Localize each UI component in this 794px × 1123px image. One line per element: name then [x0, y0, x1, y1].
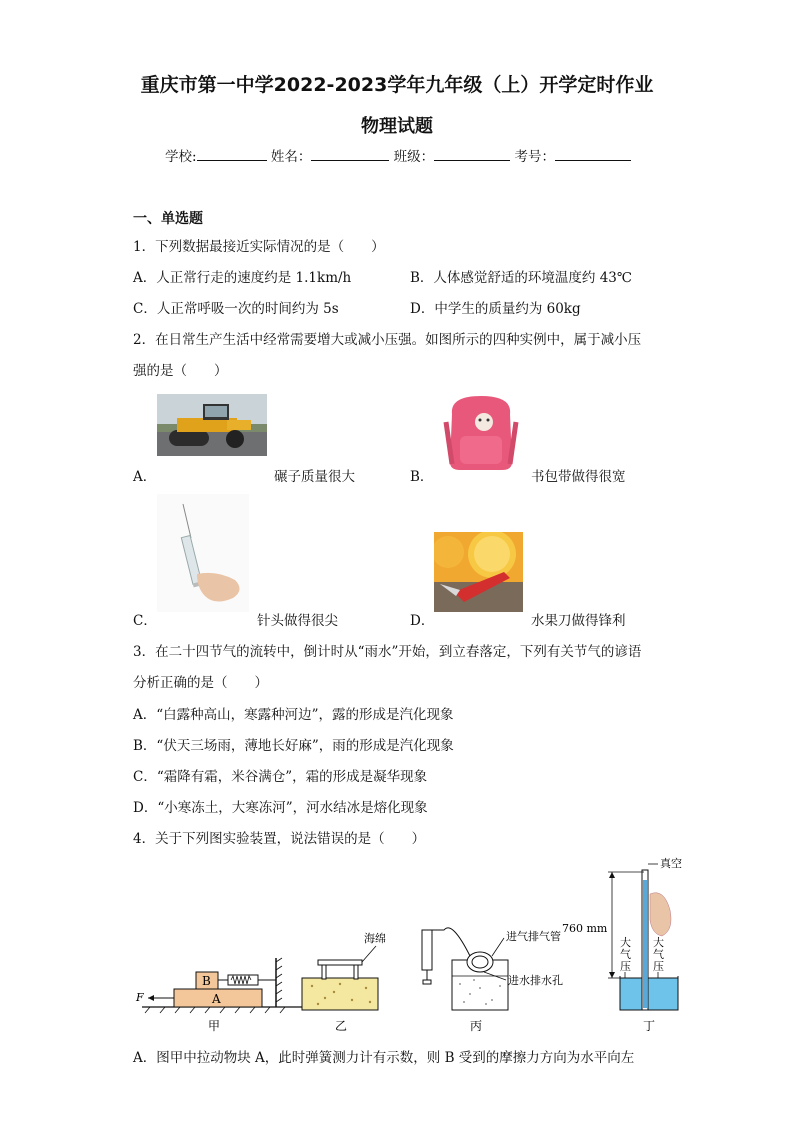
figure-ding: [562, 856, 682, 1033]
label-yi: 乙: [335, 1019, 348, 1033]
road-roller-image: [157, 394, 267, 456]
block-b-label: B: [202, 974, 211, 988]
school-label: 学校:: [165, 149, 197, 165]
q2-stem-line2: 强的是（ ）: [133, 363, 228, 379]
atm-right-char1: 大: [653, 936, 664, 949]
q2-option-d-text: 水果刀做得锋利: [531, 613, 626, 629]
class-label: 班级：: [393, 149, 435, 165]
q2-option-b-letter: B．: [410, 469, 434, 485]
q3-option-c: C．“霜降有霜，米谷满仓”，霜的形成是凝华现象: [133, 769, 428, 785]
q4-experiment-figures: [130, 850, 690, 1036]
figure-yi: [302, 931, 386, 1033]
school-blank[interactable]: [197, 146, 267, 161]
inlet-pipe-label: 进气排气管: [506, 930, 561, 943]
name-blank[interactable]: [311, 146, 389, 161]
number-label: 考号：: [514, 149, 555, 165]
student-info-line: [165, 145, 631, 165]
exam-title: 重庆市第一中学2022-2023学年九年级（上）开学定时作业: [140, 74, 654, 96]
atm-left-char3: 压: [620, 960, 631, 973]
q1-option-c: C．人正常呼吸一次的时间约为 5s: [133, 301, 339, 317]
q2-option-c-text: 针头做得很尖: [257, 613, 338, 629]
exam-subtitle: 物理试题: [361, 116, 433, 137]
label-ding: 丁: [643, 1019, 656, 1033]
name-label: 姓名：: [270, 149, 312, 165]
q3-option-d: D．“小寒冻土，大寒冻河”，河水结冰是熔化现象: [133, 800, 428, 816]
force-f-label: F: [136, 991, 144, 1004]
block-a-label: A: [212, 992, 221, 1006]
q2-option-b-text: 书包带做得很宽: [531, 469, 626, 485]
section-heading: 一、单选题: [133, 211, 203, 227]
figure-jia: [135, 958, 305, 1033]
number-blank[interactable]: [555, 146, 631, 161]
q1-option-d: D．中学生的质量约为 60kg: [410, 301, 581, 317]
water-hole-label: 进水排水孔: [508, 974, 563, 987]
q1-option-a: A．人正常行走的速度约是 1.1km/h: [133, 270, 352, 286]
q3-option-b: B．“伏天三场雨，薄地长好麻”，雨的形成是汽化现象: [133, 738, 454, 754]
fruit-knife-image: [434, 532, 523, 612]
label-bing: 丙: [470, 1019, 483, 1033]
atm-right-char2: 气: [653, 948, 664, 961]
q2-option-a-letter: A．: [133, 469, 157, 485]
q1-stem: 1．下列数据最接近实际情况的是（ ）: [133, 239, 385, 255]
atm-left-char1: 大: [620, 936, 631, 949]
q3-stem-line1: 3．在二十四节气的流转中，倒计时从“雨水”开始，到立春落定，下列有关节气的谚语: [133, 644, 642, 660]
q4-stem: 4．关于下列图实验装置，说法错误的是（ ）: [133, 831, 426, 847]
syringe-image: [157, 494, 249, 612]
atm-right-char3: 压: [653, 960, 664, 973]
label-jia: 甲: [208, 1019, 221, 1033]
sponge-label: 海绵: [364, 932, 386, 945]
q2-stem-line1: 2．在日常生产生活中经常需要增大或减小压强。如图所示的四种实例中，属于减小压: [133, 332, 642, 348]
height-760mm-label: 760 mm: [562, 922, 608, 935]
q3-stem-line2: 分析正确的是（ ）: [133, 675, 268, 691]
q2-option-c-letter: C．: [133, 613, 157, 629]
q3-option-a: A．“白露种高山，寒露种河边”，露的形成是汽化现象: [133, 707, 454, 723]
class-blank[interactable]: [434, 146, 510, 161]
q4-option-a: A．图甲中拉动物块 A，此时弹簧测力计有示数，则 B 受到的摩擦力方向为水平向左: [133, 1050, 635, 1066]
q2-option-a-text: 碾子质量很大: [274, 469, 355, 485]
backpack-image: [440, 392, 522, 472]
atm-left-char2: 气: [620, 948, 631, 961]
q1-option-b: B．人体感觉舒适的环境温度约 43℃: [410, 270, 632, 286]
q2-option-d-letter: D．: [410, 613, 435, 629]
vacuum-label: 真空: [660, 857, 682, 870]
figure-bing: [422, 928, 563, 1033]
